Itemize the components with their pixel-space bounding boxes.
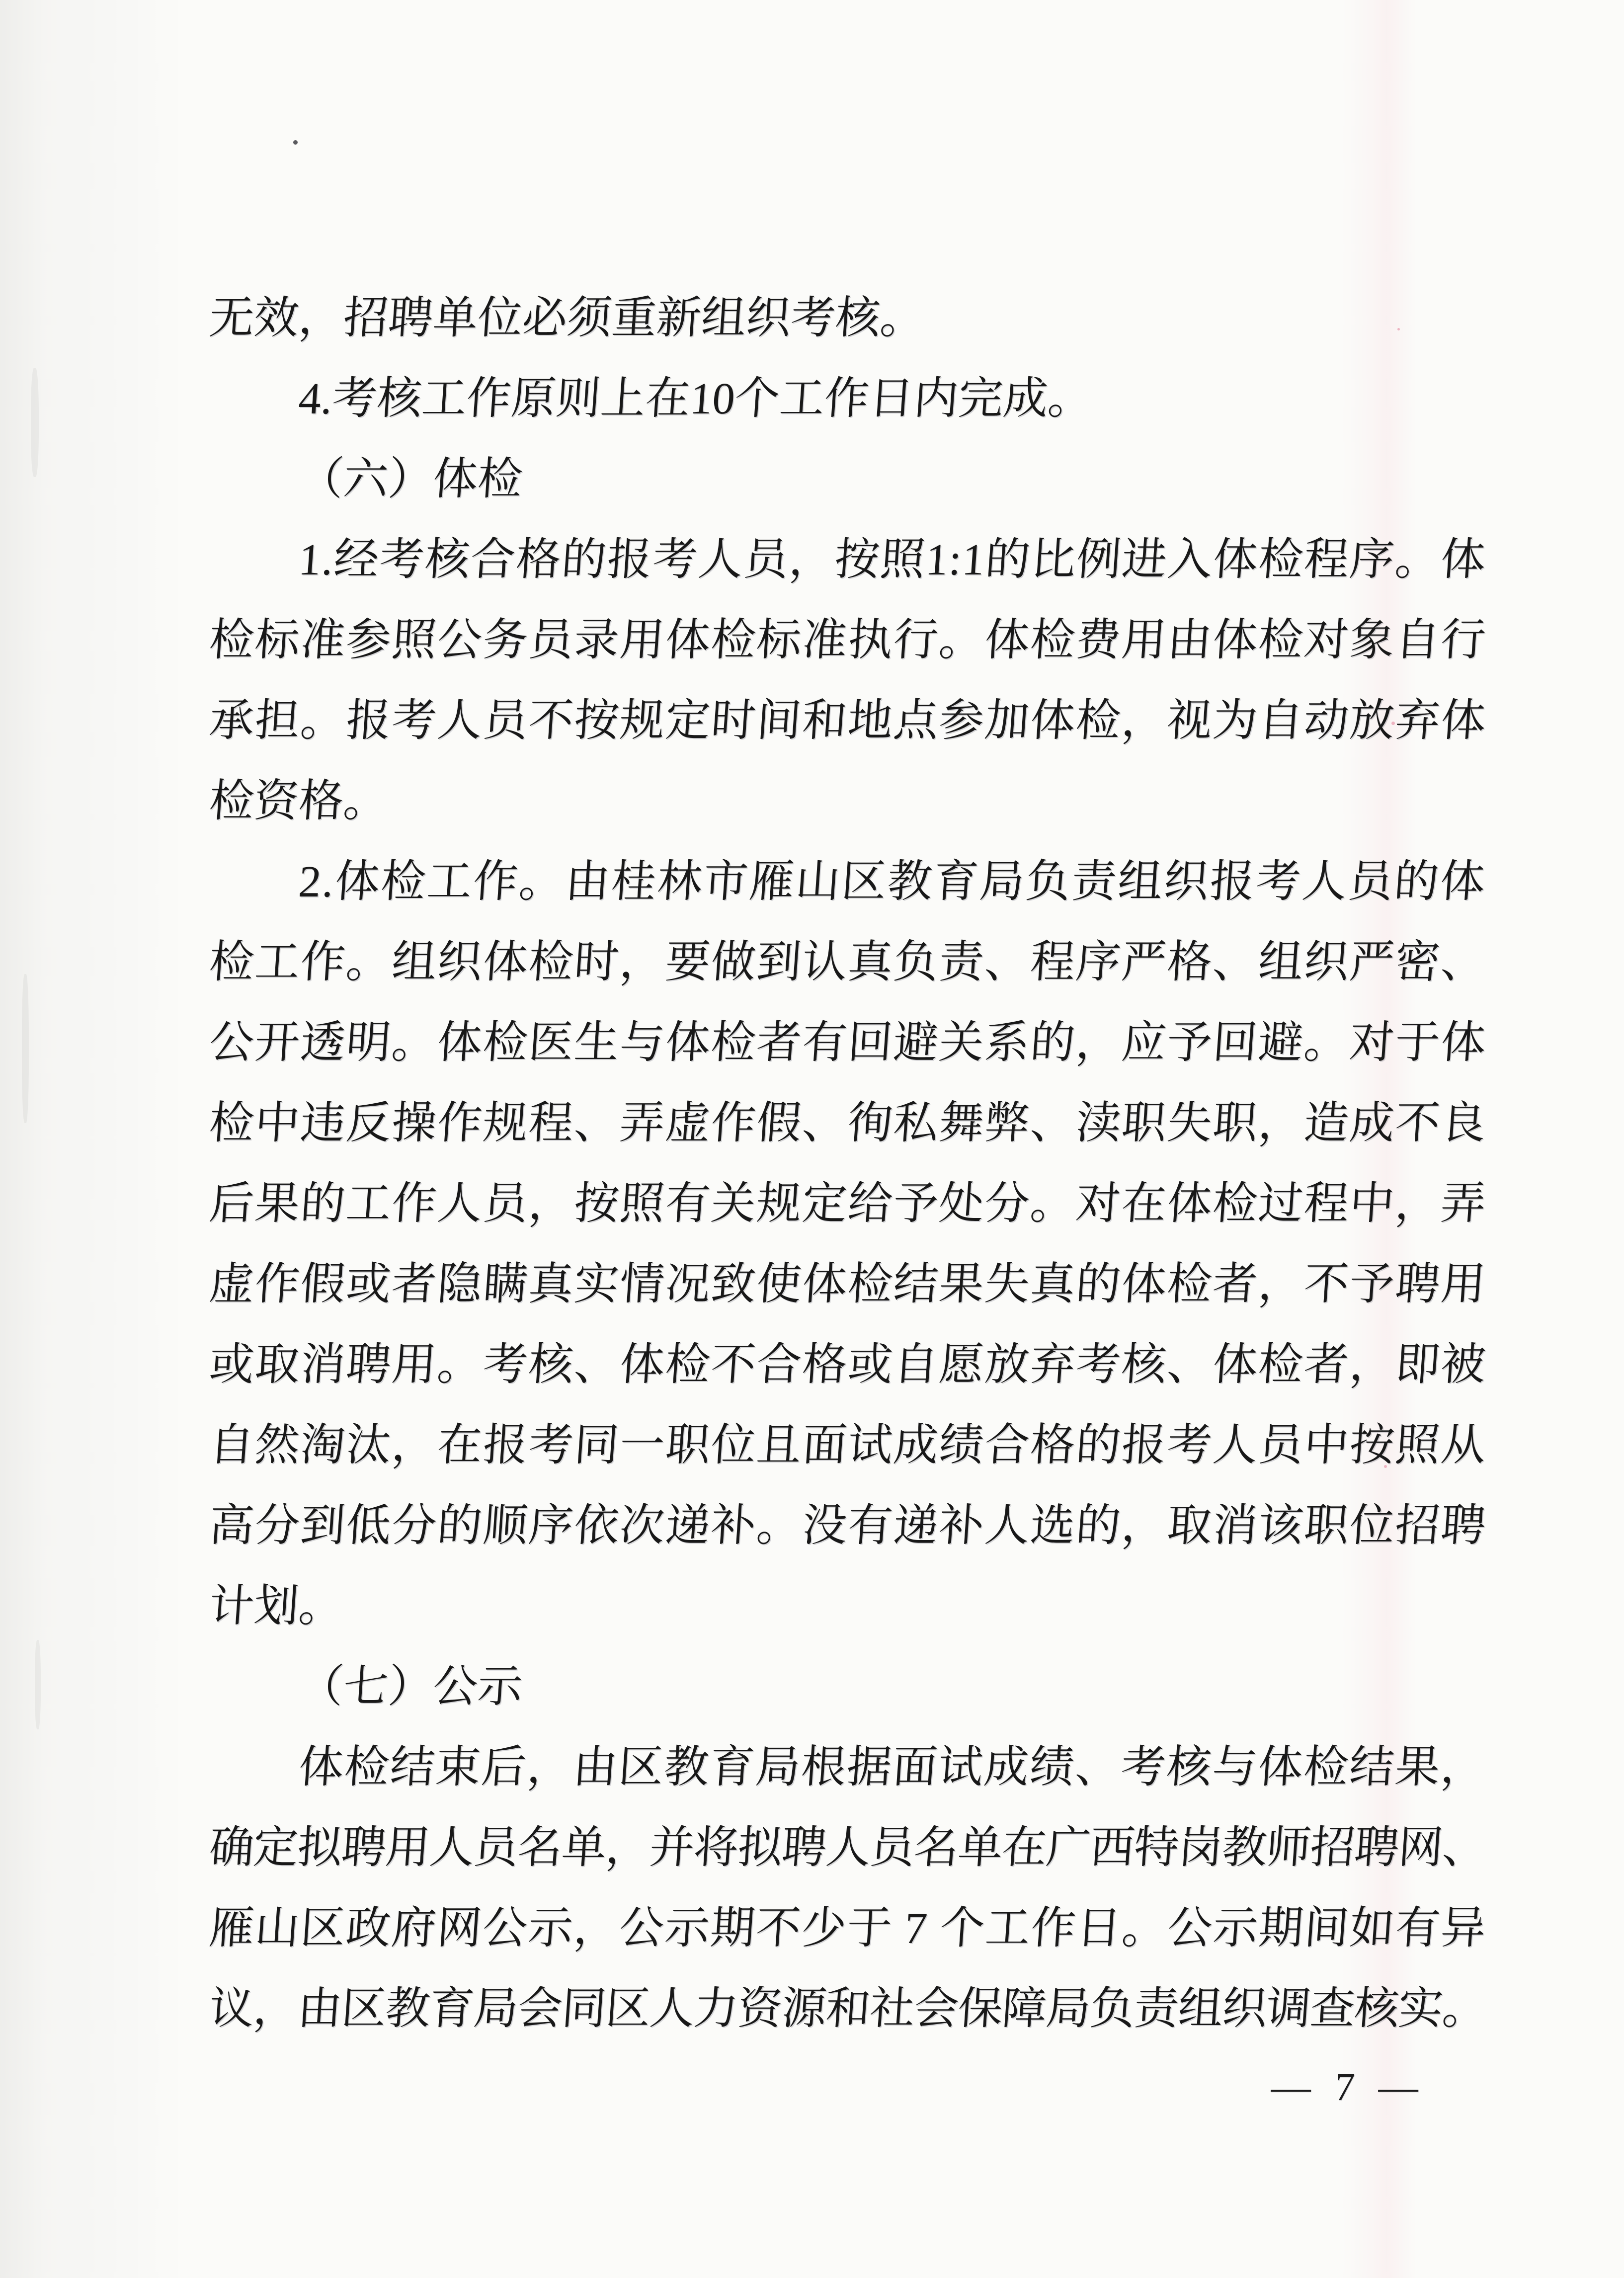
text-line-content: 雁山区政府网公示，公示期不少于 7 个工作日。公示期间如有异 bbox=[207, 1904, 1488, 1953]
text-line-content: 体检结束后，由区教育局根据面试成绩、考核与体检结果， bbox=[297, 1743, 1488, 1792]
text-line bbox=[209, 1647, 1486, 1727]
text-line-content: 检工作。组织体检时，要做到认真负责、程序严格、组织严密、 bbox=[207, 938, 1488, 987]
text-line bbox=[209, 1566, 1486, 1647]
text-line-content: 或取消聘用。考核、体检不合格或自愿放弃考核、体检者，即被 bbox=[207, 1340, 1488, 1389]
text-line-content: 公开透明。体检医生与体检者有回避关系的，应予回避。对于体 bbox=[207, 1018, 1488, 1067]
text-line-content: （七）公示 bbox=[297, 1662, 524, 1711]
text-line-content: 2.体检工作。由桂林市雁山区教育局负责组织报考人员的体 bbox=[297, 857, 1488, 906]
text-line-content: 议，由区教育局会同区人力资源和社会保障局负责组织调查核实。 bbox=[207, 1984, 1488, 2034]
scan-smudge bbox=[31, 368, 39, 477]
text-line-content: 高分到低分的顺序依次递补。没有递补人选的，取消该职位招聘 bbox=[207, 1501, 1488, 1550]
text-line bbox=[209, 1083, 1486, 1164]
text-line-content: 4.考核工作原则上在10个工作日内完成。 bbox=[297, 374, 1095, 423]
text-line-content: 检标准参照公务员录用体检标准执行。体检费用由体检对象自行 bbox=[207, 616, 1488, 665]
text-line-content: 后果的工作人员，按照有关规定给予处分。对在体检过程中，弄 bbox=[207, 1179, 1488, 1228]
text-line bbox=[209, 842, 1486, 922]
text-line bbox=[209, 1727, 1486, 1808]
text-line bbox=[209, 1808, 1486, 1888]
text-line-content: 检中违反操作规程、弄虚作假、徇私舞弊、渎职失职，造成不良 bbox=[207, 1099, 1488, 1148]
text-line bbox=[209, 1888, 1486, 1969]
text-line-content: 检资格。 bbox=[207, 777, 390, 826]
text-line bbox=[209, 600, 1486, 681]
scan-speck bbox=[293, 140, 298, 145]
text-line-content: 承担。报考人员不按规定时间和地点参加体检，视为自动放弃体 bbox=[207, 696, 1488, 745]
text-line-content: 虚作假或者隐瞒真实情况致使体检结果失真的体检者，不予聘用 bbox=[207, 1260, 1488, 1309]
text-line bbox=[209, 278, 1486, 359]
scan-smudge bbox=[35, 1640, 41, 1729]
text-line-content: 无效，招聘单位必须重新组织考核。 bbox=[207, 294, 927, 343]
text-line bbox=[209, 1325, 1486, 1405]
text-line-content: 1.经考核合格的报考人员，按照1:1的比例进入体检程序。体 bbox=[297, 535, 1488, 584]
text-line bbox=[209, 359, 1486, 439]
text-line bbox=[209, 520, 1486, 600]
text-line bbox=[209, 1003, 1486, 1083]
text-line-content: 自然淘汰，在报考同一职位且面试成绩合格的报考人员中按照从 bbox=[207, 1421, 1488, 1470]
scan-speck bbox=[1384, 1465, 1387, 1468]
text-line bbox=[209, 1486, 1486, 1566]
scan-speck bbox=[1397, 328, 1400, 330]
text-line bbox=[209, 1164, 1486, 1244]
text-line-content: 计划。 bbox=[207, 1582, 345, 1631]
text-line bbox=[209, 1405, 1486, 1486]
text-line bbox=[209, 439, 1486, 520]
text-line bbox=[209, 1969, 1486, 2049]
text-line-content: 确定拟聘用人员名单，并将拟聘人员名单在广西特岗教师招聘网、 bbox=[207, 1823, 1488, 1872]
document-body-text bbox=[209, 278, 1486, 2049]
text-line bbox=[209, 922, 1486, 1003]
scan-smudge bbox=[22, 974, 29, 1123]
text-line bbox=[209, 761, 1486, 842]
page-number: — 7 — bbox=[1270, 2065, 1427, 2109]
scan-speck bbox=[1391, 722, 1395, 725]
text-line bbox=[209, 681, 1486, 761]
text-line-content: （六）体检 bbox=[297, 455, 524, 504]
text-line bbox=[209, 1244, 1486, 1325]
